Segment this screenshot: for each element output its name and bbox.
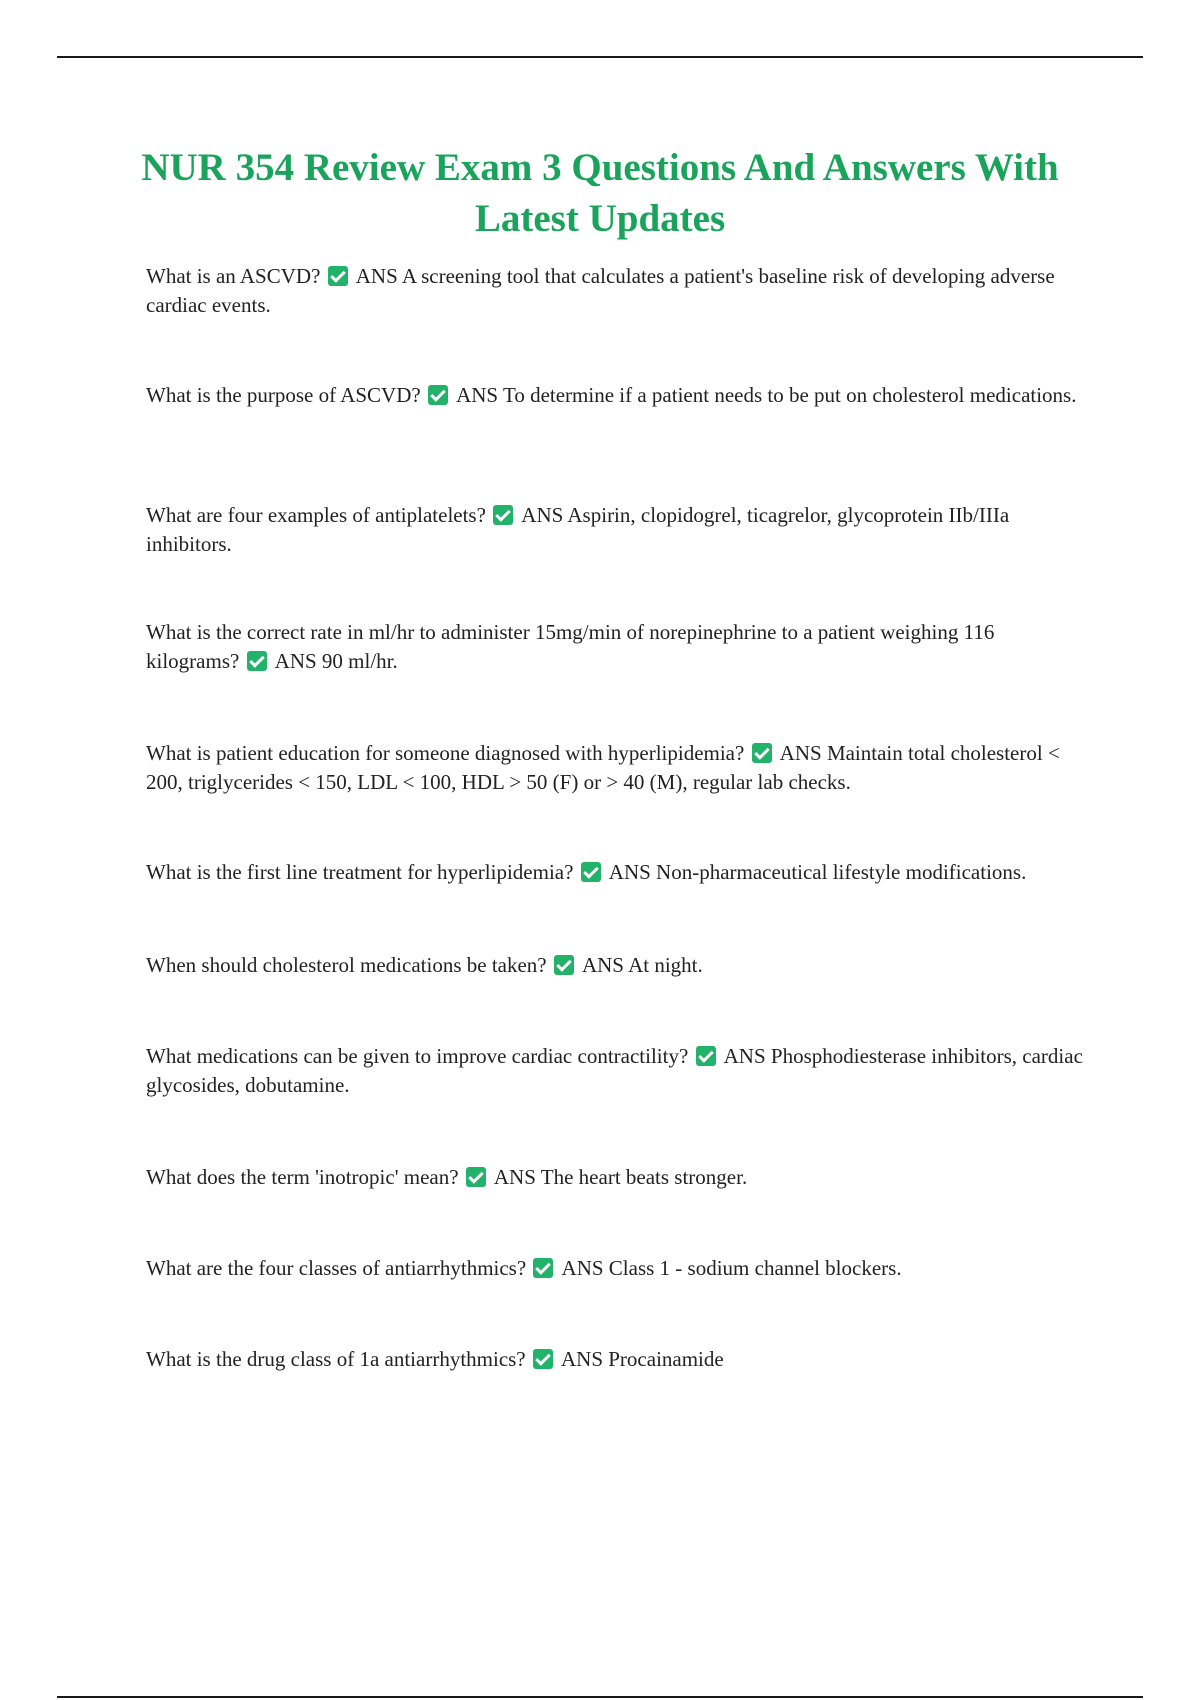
question-text: What is the drug class of 1a antiarrhythmics? [146,1347,526,1371]
qa-item [146,618,1091,676]
question-text: What is the purpose of ASCVD? [146,383,421,407]
check-mark-icon [533,1349,553,1369]
qa-item [146,1163,1091,1192]
question-text: What is an ASCVD? [146,264,321,288]
question-text: What medications can be given to improve cardiac contractility? [146,1044,689,1068]
answer-marker: ANS [560,1347,603,1371]
qa-item [146,1042,1091,1100]
answer-marker: ANS [608,860,651,884]
check-mark-icon [554,955,574,975]
qa-item [146,858,1091,887]
question-text: What is the correct rate in ml/hr to administer 15mg/min of norepinephrine to a patient weighing 116 kilograms? [146,620,995,673]
check-mark-icon [533,1258,553,1278]
qa-item [146,501,1091,559]
qa-item [146,1254,1091,1283]
answer-marker: ANS [355,264,398,288]
answer-text: Maintain total cholesterol < 200, triglycerides < 150, LDL < 100, HDL > 50 (F) or > 40 (M), regular lab checks. [146,741,1060,794]
check-mark-icon [696,1046,716,1066]
answer-marker: ANS [561,1256,604,1280]
answer-marker: ANS [723,1044,766,1068]
document-title: NUR 354 Review Exam 3 Questions And Answers With Latest Updates [141,146,1059,240]
answer-marker: ANS [456,383,499,407]
answer-text: Phosphodiesterase inhibitors, cardiac glycosides, dobutamine. [146,1044,1083,1097]
question-text: What is patient education for someone diagnosed with hyperlipidemia? [146,741,745,765]
answer-text: 90 ml/hr. [321,649,398,673]
answer-marker: ANS [274,649,317,673]
question-text: What are four examples of antiplatelets? [146,503,486,527]
answer-marker: ANS [581,953,624,977]
top-rule [57,56,1143,58]
answer-text: To determine if a patient needs to be put on cholesterol medications. [502,383,1077,407]
answer-text: The heart beats stronger. [540,1165,748,1189]
question-text: When should cholesterol medications be taken? [146,953,547,977]
question-text: What does the term 'inotropic' mean? [146,1165,459,1189]
check-mark-icon [752,743,772,763]
answer-marker: ANS [493,1165,536,1189]
check-mark-icon [466,1167,486,1187]
answer-marker: ANS [779,741,822,765]
question-text: What is the first line treatment for hyperlipidemia? [146,860,574,884]
answer-text: At night. [628,953,703,977]
answer-text: Non-pharmaceutical lifestyle modifications. [656,860,1027,884]
qa-item [146,1345,1091,1374]
check-mark-icon [581,862,601,882]
check-mark-icon [428,385,448,405]
answer-marker: ANS [521,503,564,527]
bottom-rule [57,1696,1143,1698]
qa-item [146,381,1091,410]
check-mark-icon [493,505,513,525]
qa-item [146,262,1091,320]
answer-text: Procainamide [608,1347,724,1371]
qa-item [146,739,1091,797]
answer-text: Aspirin, clopidogrel, ticagrelor, glycoprotein IIb/IIIa inhibitors. [146,503,1010,556]
check-mark-icon [247,651,267,671]
qa-item [146,951,1091,980]
question-text: What are the four classes of antiarrhythmics? [146,1256,527,1280]
answer-text: A screening tool that calculates a patient's baseline risk of developing adverse cardiac events. [146,264,1055,317]
check-mark-icon [328,266,348,286]
answer-text: Class 1 - sodium channel blockers. [608,1256,902,1280]
